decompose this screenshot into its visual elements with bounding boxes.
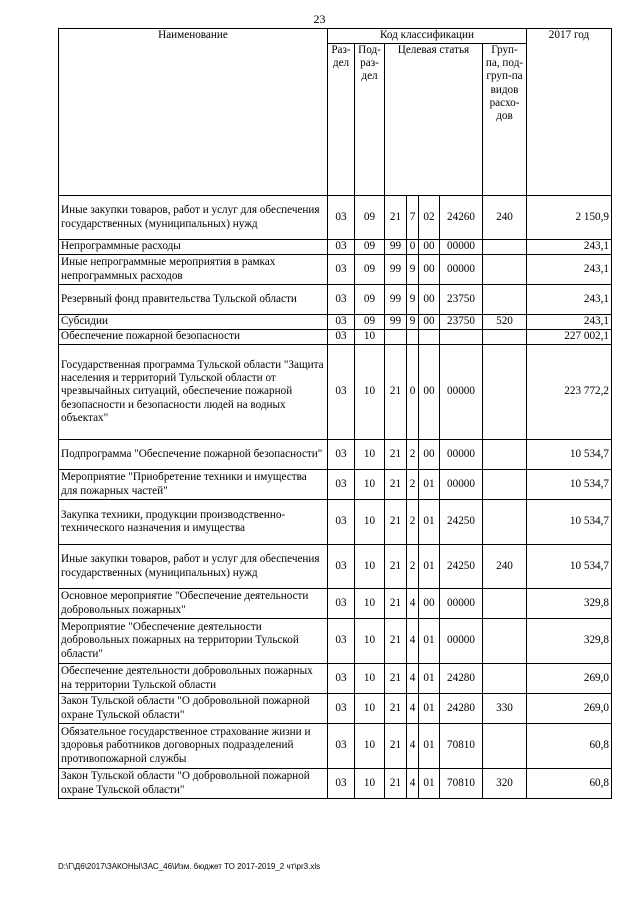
row-name: Обеспечение пожарной безопасности <box>59 330 328 345</box>
row-name: Мероприятие "Обеспечение деятельности добровольных пожарных на территории Тульской области" <box>59 619 328 664</box>
row-expense-group <box>483 345 527 440</box>
row-section: 03 <box>328 589 355 619</box>
row-subsection: 10 <box>355 589 385 619</box>
table-row <box>59 255 612 285</box>
row-target-program: 99 <box>385 240 407 255</box>
header-year: 2017 год <box>527 29 612 196</box>
budget-table <box>58 28 612 799</box>
row-target-event: 00 <box>419 285 440 315</box>
row-name: Резервный фонд правительства Тульской области <box>59 285 328 315</box>
row-target-direction: 70810 <box>440 769 483 799</box>
row-target-subprogram <box>407 330 419 345</box>
row-subsection: 10 <box>355 440 385 470</box>
row-target-program: 21 <box>385 345 407 440</box>
row-amount: 10 534,7 <box>527 500 612 545</box>
row-name: Непрограммные расходы <box>59 240 328 255</box>
table-row <box>59 500 612 545</box>
row-target-direction: 00000 <box>440 345 483 440</box>
file-path-footer: D:\Г\Д6\2017\ЗАКОНЫ\ЗАС_46\Изм. бюджет ТО 2017-2019_2 чт\pr3.xls <box>58 862 321 871</box>
row-amount: 243,1 <box>527 315 612 330</box>
table-row <box>59 769 612 799</box>
row-target-program: 21 <box>385 500 407 545</box>
row-target-direction: 24260 <box>440 196 483 240</box>
page-number: 23 <box>313 12 326 26</box>
row-target-program: 21 <box>385 694 407 724</box>
row-amount: 2 150,9 <box>527 196 612 240</box>
row-target-subprogram: 4 <box>407 769 419 799</box>
row-name: Мероприятие "Приобретение техники и имущества для пожарных частей" <box>59 470 328 500</box>
row-section: 03 <box>328 196 355 240</box>
row-name: Иные непрограммные мероприятия в рамках непрограммных расходов <box>59 255 328 285</box>
row-section: 03 <box>328 769 355 799</box>
row-name: Иные закупки товаров, работ и услуг для обеспечения государственных (муниципальных) нужд <box>59 196 328 240</box>
row-expense-group: 320 <box>483 769 527 799</box>
row-section: 03 <box>328 545 355 589</box>
row-target-program: 21 <box>385 545 407 589</box>
row-section: 03 <box>328 285 355 315</box>
row-section: 03 <box>328 240 355 255</box>
row-subsection: 10 <box>355 769 385 799</box>
row-target-direction: 23750 <box>440 285 483 315</box>
table-row <box>59 470 612 500</box>
row-target-subprogram: 4 <box>407 694 419 724</box>
row-amount: 60,8 <box>527 724 612 769</box>
row-expense-group: 330 <box>483 694 527 724</box>
row-target-direction: 24280 <box>440 664 483 694</box>
row-subsection: 09 <box>355 285 385 315</box>
table-row <box>59 240 612 255</box>
table-row <box>59 196 612 240</box>
row-target-subprogram: 2 <box>407 440 419 470</box>
row-target-direction: 00000 <box>440 619 483 664</box>
row-target-program: 21 <box>385 664 407 694</box>
row-target-subprogram: 0 <box>407 240 419 255</box>
row-name: Обязательное государственное страхование жизни и здоровья работников договорных подразделений противопожарной службы <box>59 724 328 769</box>
row-target-program: 21 <box>385 196 407 240</box>
row-expense-group <box>483 285 527 315</box>
row-expense-group <box>483 240 527 255</box>
row-target-subprogram: 2 <box>407 500 419 545</box>
row-subsection: 09 <box>355 196 385 240</box>
row-target-event: 00 <box>419 440 440 470</box>
row-target-program: 21 <box>385 724 407 769</box>
row-target-program: 99 <box>385 255 407 285</box>
row-name: Иные закупки товаров, работ и услуг для обеспечения государственных (муниципальных) нужд <box>59 545 328 589</box>
row-section: 03 <box>328 664 355 694</box>
row-target-direction: 00000 <box>440 255 483 285</box>
row-target-program: 21 <box>385 589 407 619</box>
row-amount: 60,8 <box>527 769 612 799</box>
row-name: Субсидии <box>59 315 328 330</box>
header-subsection: Под-раз-дел <box>355 44 385 196</box>
row-name: Закупка техники, продукции производственно-технического назначения и имущества <box>59 500 328 545</box>
header-classification-code: Код классификации <box>328 29 527 44</box>
row-name: Закон Тульской области "О добровольной пожарной охране Тульской области" <box>59 769 328 799</box>
row-target-event: 01 <box>419 500 440 545</box>
row-target-direction: 24280 <box>440 694 483 724</box>
row-target-event: 01 <box>419 724 440 769</box>
table-row <box>59 724 612 769</box>
row-name: Подпрограмма "Обеспечение пожарной безопасности" <box>59 440 328 470</box>
row-target-direction: 00000 <box>440 589 483 619</box>
row-section: 03 <box>328 330 355 345</box>
row-subsection: 10 <box>355 545 385 589</box>
row-target-event: 01 <box>419 769 440 799</box>
row-subsection: 10 <box>355 694 385 724</box>
row-target-direction: 23750 <box>440 315 483 330</box>
row-target-event: 00 <box>419 315 440 330</box>
row-section: 03 <box>328 255 355 285</box>
row-target-event: 00 <box>419 240 440 255</box>
row-target-subprogram: 7 <box>407 196 419 240</box>
row-target-program: 21 <box>385 470 407 500</box>
table-row <box>59 285 612 315</box>
row-target-subprogram: 9 <box>407 285 419 315</box>
row-target-subprogram: 4 <box>407 724 419 769</box>
table-row <box>59 694 612 724</box>
table-row <box>59 345 612 440</box>
row-target-direction: 00000 <box>440 440 483 470</box>
row-expense-group <box>483 619 527 664</box>
row-target-program <box>385 330 407 345</box>
row-target-subprogram: 9 <box>407 255 419 285</box>
row-amount: 243,1 <box>527 240 612 255</box>
table-row <box>59 664 612 694</box>
row-amount: 329,8 <box>527 589 612 619</box>
row-target-event: 00 <box>419 345 440 440</box>
row-target-subprogram: 0 <box>407 345 419 440</box>
table-header <box>59 29 612 196</box>
row-target-event: 02 <box>419 196 440 240</box>
table-row <box>59 315 612 330</box>
header-expense-group: Груп-па, под-груп-па видов расхо-дов <box>483 44 527 196</box>
row-expense-group: 520 <box>483 315 527 330</box>
row-expense-group <box>483 589 527 619</box>
row-amount: 10 534,7 <box>527 440 612 470</box>
row-expense-group <box>483 724 527 769</box>
row-subsection: 10 <box>355 470 385 500</box>
row-amount: 10 534,7 <box>527 545 612 589</box>
row-section: 03 <box>328 345 355 440</box>
row-expense-group <box>483 470 527 500</box>
row-section: 03 <box>328 315 355 330</box>
row-target-subprogram: 9 <box>407 315 419 330</box>
row-section: 03 <box>328 694 355 724</box>
row-expense-group: 240 <box>483 196 527 240</box>
row-target-subprogram: 4 <box>407 664 419 694</box>
row-target-direction: 24250 <box>440 545 483 589</box>
row-subsection: 10 <box>355 724 385 769</box>
row-amount: 243,1 <box>527 255 612 285</box>
row-amount: 10 534,7 <box>527 470 612 500</box>
row-subsection: 09 <box>355 255 385 285</box>
row-subsection: 09 <box>355 315 385 330</box>
table-row <box>59 440 612 470</box>
row-name: Обеспечение деятельности добровольных пожарных на территории Тульской области <box>59 664 328 694</box>
row-target-direction: 70810 <box>440 724 483 769</box>
header-target-article: Целевая статья <box>385 44 483 196</box>
header-name: Наименование <box>59 29 328 196</box>
row-section: 03 <box>328 724 355 769</box>
table-row <box>59 330 612 345</box>
row-target-event: 01 <box>419 664 440 694</box>
row-target-event: 01 <box>419 619 440 664</box>
row-target-event: 01 <box>419 694 440 724</box>
row-target-direction: 00000 <box>440 240 483 255</box>
row-target-event <box>419 330 440 345</box>
row-target-program: 21 <box>385 440 407 470</box>
table-body <box>59 196 612 799</box>
row-name: Закон Тульской области "О добровольной пожарной охране Тульской области" <box>59 694 328 724</box>
row-subsection: 09 <box>355 240 385 255</box>
table-row <box>59 589 612 619</box>
row-expense-group <box>483 664 527 694</box>
row-name: Основное мероприятие "Обеспечение деятельности добровольных пожарных" <box>59 589 328 619</box>
row-subsection: 10 <box>355 664 385 694</box>
row-amount: 243,1 <box>527 285 612 315</box>
row-subsection: 10 <box>355 330 385 345</box>
row-target-event: 01 <box>419 470 440 500</box>
row-target-subprogram: 4 <box>407 589 419 619</box>
row-subsection: 10 <box>355 345 385 440</box>
row-target-subprogram: 2 <box>407 470 419 500</box>
row-section: 03 <box>328 500 355 545</box>
row-section: 03 <box>328 470 355 500</box>
row-target-direction <box>440 330 483 345</box>
row-target-event: 00 <box>419 589 440 619</box>
row-section: 03 <box>328 619 355 664</box>
row-target-subprogram: 2 <box>407 545 419 589</box>
row-expense-group <box>483 330 527 345</box>
header-section: Раз-дел <box>328 44 355 196</box>
row-amount: 329,8 <box>527 619 612 664</box>
row-expense-group <box>483 440 527 470</box>
row-target-event: 01 <box>419 545 440 589</box>
row-amount: 223 772,2 <box>527 345 612 440</box>
row-section: 03 <box>328 440 355 470</box>
row-amount: 227 002,1 <box>527 330 612 345</box>
row-target-program: 99 <box>385 285 407 315</box>
row-target-event: 00 <box>419 255 440 285</box>
row-target-program: 99 <box>385 315 407 330</box>
row-subsection: 10 <box>355 619 385 664</box>
row-amount: 269,0 <box>527 664 612 694</box>
row-expense-group <box>483 255 527 285</box>
row-subsection: 10 <box>355 500 385 545</box>
row-target-program: 21 <box>385 619 407 664</box>
row-target-direction: 00000 <box>440 470 483 500</box>
row-expense-group <box>483 500 527 545</box>
row-name: Государственная программа Тульской области "Защита населения и территорий Тульской области от чрезвычайных ситуаций, обеспечение пожарной безопасности и безопасности людей на водных объектах" <box>59 345 328 440</box>
row-amount: 269,0 <box>527 694 612 724</box>
table-row <box>59 619 612 664</box>
table-row <box>59 545 612 589</box>
row-expense-group: 240 <box>483 545 527 589</box>
row-target-subprogram: 4 <box>407 619 419 664</box>
row-target-direction: 24250 <box>440 500 483 545</box>
row-target-program: 21 <box>385 769 407 799</box>
